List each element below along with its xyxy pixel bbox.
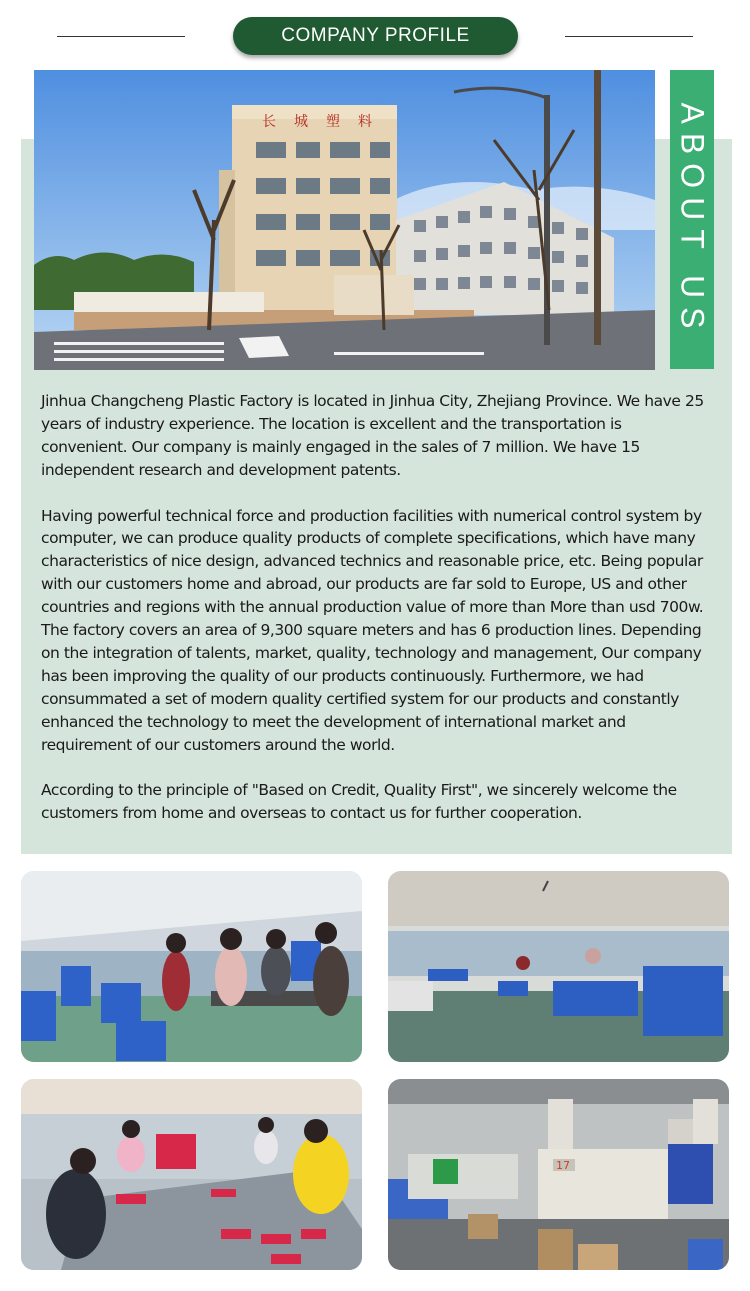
workshop-photo-packing	[21, 871, 362, 1062]
about-us-tab	[670, 70, 714, 369]
intro-paragraph-1: Jinhua Changcheng Plastic Factory is located in Jinhua City, Zhejiang Province. We have 25 years of industry experience. The location is excellent and the transportation is convenient. Our company is mainly engaged in the sales of 7 million. We have 15 independent research and development patents.	[41, 392, 704, 479]
section-title-pill	[233, 17, 518, 55]
section-title: COMPANY PROFILE	[281, 25, 470, 46]
factory-building-photo	[34, 70, 655, 370]
header-line-left	[57, 36, 185, 37]
header-line-right	[565, 36, 693, 37]
workshop-photo-machines	[388, 1079, 729, 1270]
intro-paragraph-3: According to the principle of "Based on Credit, Quality First", we sincerely welcome the customers from home and overseas to contact us for further cooperation.	[41, 781, 677, 823]
intro-paragraph-2: Having powerful technical force and production facilities with numerical control system by computer, we can produce quality products of complete specifications, which have many characteristics of nice design, advanced technics and reasonable price, etc. Being popular with our customers home and abroad, our products are far sold to Europe, US and other countries and regions with the annual production value of more than More than usd 700w. The factory covers an area of 9,300 square meters and has 6 production lines. Depending on the integration of talents, market, quality, technology and management, Our company has been improving the quality of our products continuously. Furthermore, we had consummated a set of modern quality certified system for our products and constantly enhanced the technology to meet the development of international market and requirement of our customers around the world.	[41, 506, 704, 754]
company-description	[41, 390, 709, 848]
machine-number: 17	[556, 1159, 570, 1172]
workshop-photo-floor	[388, 871, 729, 1062]
about-us-label: ABOUT US	[674, 102, 711, 337]
workshop-photo-assembly	[21, 1079, 362, 1270]
building-sign-text: 长城塑料	[262, 114, 390, 130]
